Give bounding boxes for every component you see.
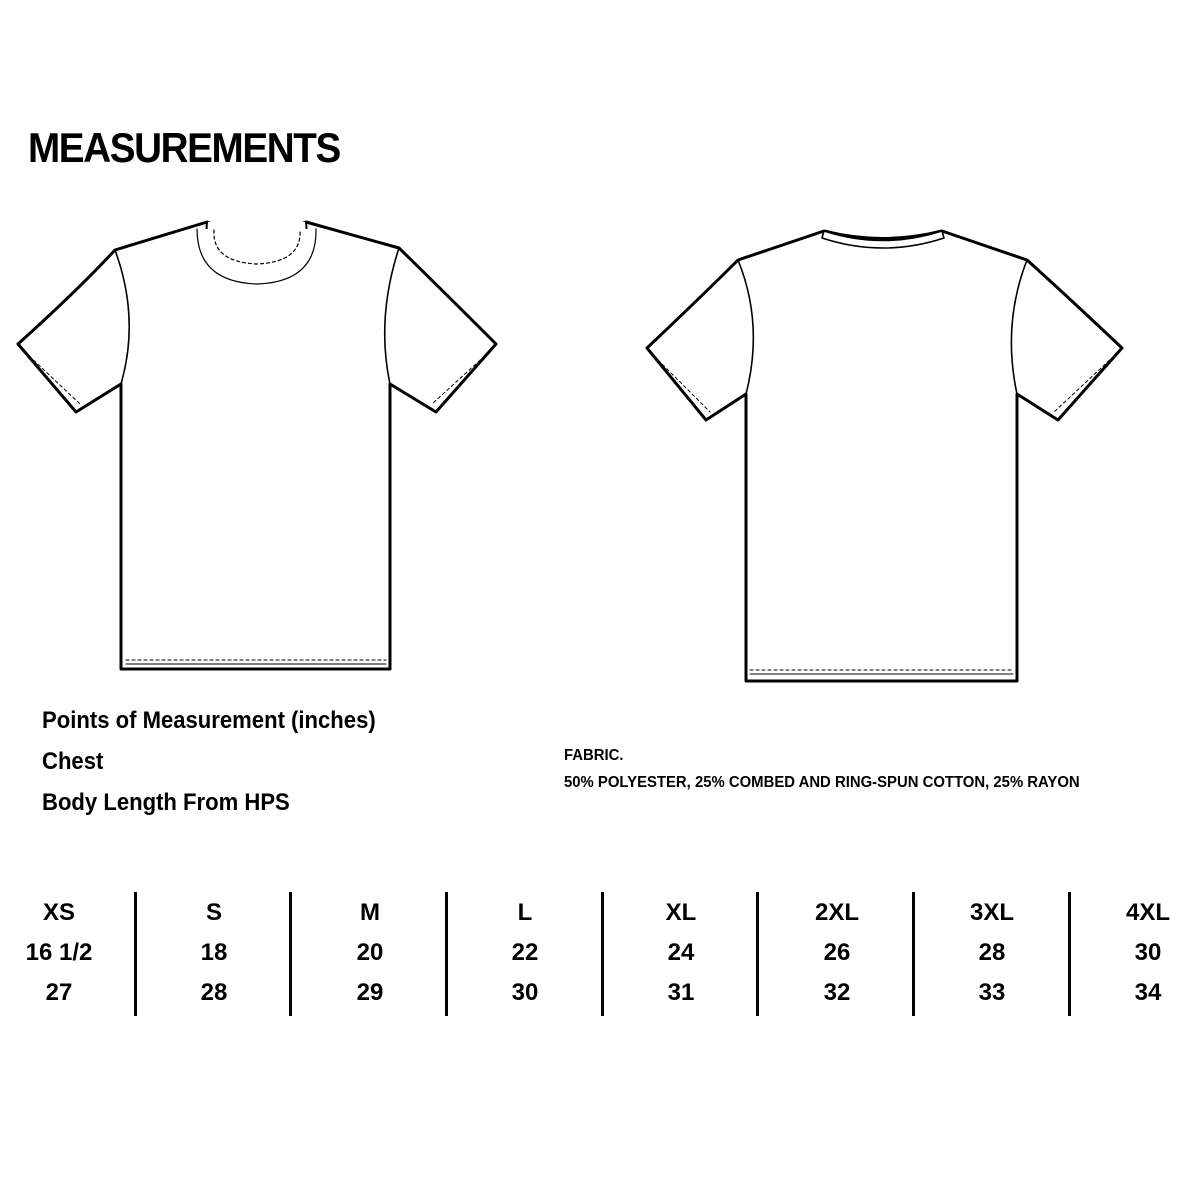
column-divider [134,892,137,1016]
tshirt-front-icon [14,218,500,680]
size-column-xs [0,893,137,1015]
column-divider [601,892,604,1016]
body-length-value: 29 [356,979,384,1006]
chest-value: 16 1/2 [25,939,93,966]
size-label: XL [665,899,697,926]
points-of-measurement [42,700,376,823]
size-chart [0,893,1200,1017]
size-label: L [517,899,533,926]
size-label: M [360,899,380,926]
chest-value: 24 [667,939,695,966]
size-label: S [205,899,222,926]
pom-heading: Points of Measurement (inches) [42,707,376,734]
fabric-composition: 50% POLYESTER, 25% COMBED AND RING-SPUN COTTON, 25% RAYON [564,774,1080,791]
body-length-value: 32 [823,979,851,1006]
chest-value: 18 [200,939,228,966]
column-divider [289,892,292,1016]
body-length-value: 28 [200,979,228,1006]
chest-value: 28 [978,939,1006,966]
chest-value: 20 [356,939,384,966]
column-divider [1068,892,1071,1016]
tshirt-back-icon [642,224,1126,686]
size-column-2xl [759,893,915,1015]
size-label: 2XL [814,899,859,926]
body-length-value: 31 [667,979,695,1006]
chest-value: 26 [823,939,851,966]
fabric-info [564,742,1080,796]
size-column-xl [603,893,759,1015]
size-column-m [292,893,448,1015]
pom-chest-label: Chest [42,748,104,775]
size-column-4xl [1070,893,1200,1015]
body-length-value: 34 [1134,979,1162,1006]
size-column-s [136,893,292,1015]
column-divider [912,892,915,1016]
size-column-l [447,893,603,1015]
size-label: 4XL [1125,899,1170,926]
body-length-value: 33 [978,979,1006,1006]
fabric-label: FABRIC. [564,747,624,764]
body-length-value: 27 [45,979,73,1006]
pom-body-length-label: Body Length From HPS [42,789,290,816]
page-title: MEASUREMENTS [28,124,340,171]
column-divider [445,892,448,1016]
chest-value: 30 [1134,939,1162,966]
chest-value: 22 [511,939,539,966]
column-divider [756,892,759,1016]
body-length-value: 30 [511,979,539,1006]
size-label: 3XL [969,899,1014,926]
size-label: XS [42,899,75,926]
size-column-3xl [914,893,1070,1015]
